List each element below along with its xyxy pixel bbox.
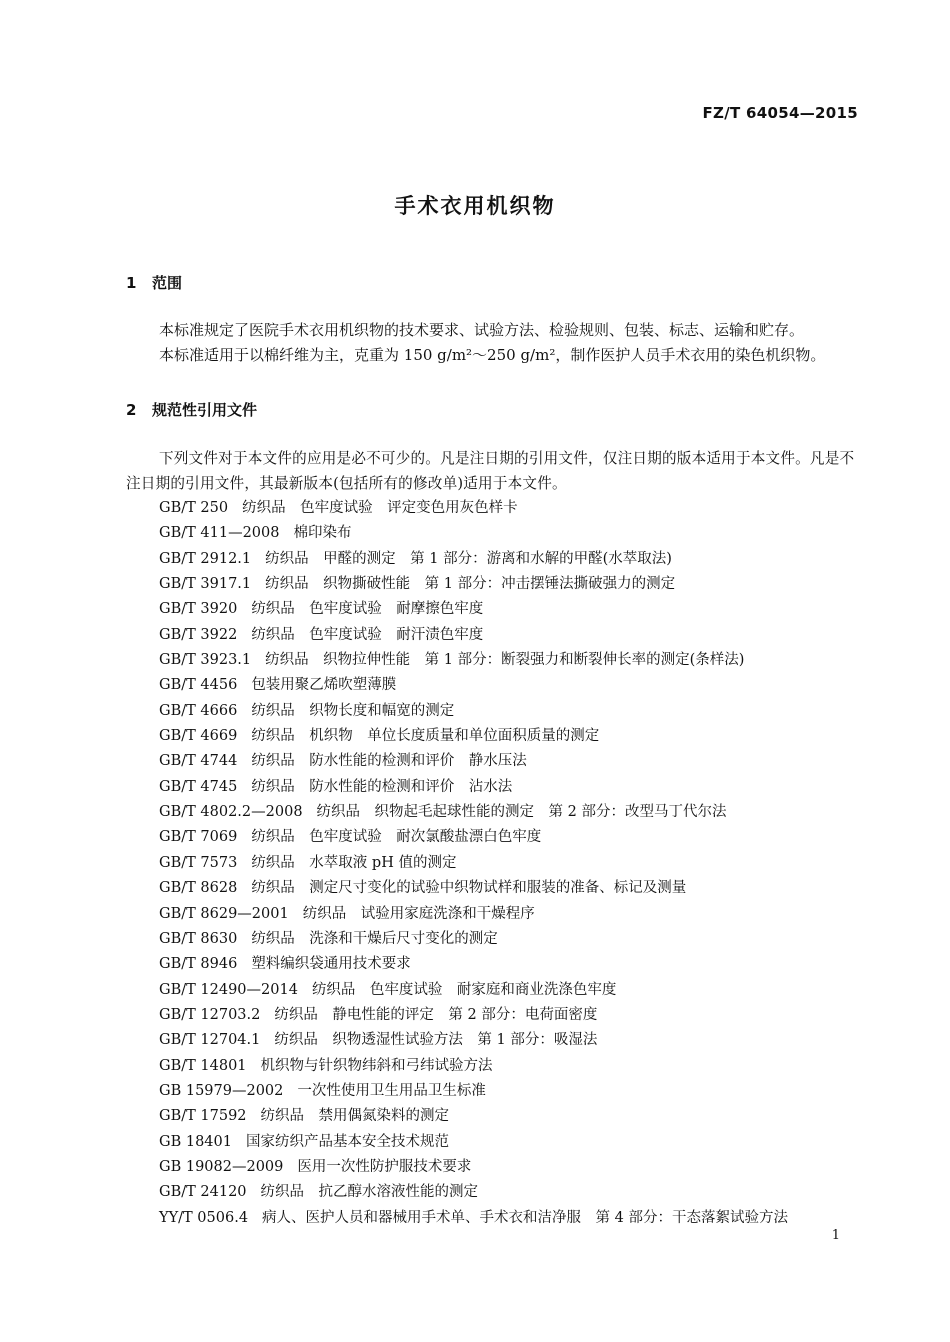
reference-item <box>159 927 788 952</box>
reference-title: 纺织品 禁用偶氮染料的测定 <box>260 1108 450 1125</box>
reference-item <box>159 749 788 774</box>
reference-title: 纺织品 色牢度试验 耐次氯酸盐漂白色牢度 <box>251 829 542 846</box>
reference-title: 纺织品 试验用家庭洗涤和干燥程序 <box>302 905 535 922</box>
section-heading-scope <box>126 272 182 293</box>
reference-item <box>159 648 788 673</box>
reference-title: 纺织品 水萃取液 pH 值的测定 <box>251 854 457 871</box>
reference-item <box>159 1104 788 1129</box>
reference-item <box>159 597 788 622</box>
reference-title: 纺织品 洗涤和干燥后尺寸变化的测定 <box>251 930 498 947</box>
reference-item <box>159 521 788 546</box>
page-number: 1 <box>831 1228 840 1243</box>
reference-code: GB 19082—2009 <box>159 1158 284 1175</box>
reference-title: 机织物与针织物纬斜和弓纬试验方法 <box>260 1057 493 1074</box>
reference-title: 纺织品 机织物 单位长度质量和单位面积质量的测定 <box>251 728 600 745</box>
reference-title: 病人、医护人员和器械用手术单、手术衣和洁净服 第 4 部分：干态落絮试验方法 <box>262 1209 788 1226</box>
reference-title: 纺织品 色牢度试验 耐家庭和商业洗涤色牢度 <box>311 981 617 998</box>
reference-title: 纺织品 织物透湿性试验方法 第 1 部分：吸湿法 <box>274 1032 598 1049</box>
reference-list <box>159 496 788 1231</box>
reference-code: GB/T 12704.1 <box>159 1032 261 1049</box>
reference-item <box>159 1054 788 1079</box>
reference-item <box>159 902 788 927</box>
reference-code: GB 15979—2002 <box>159 1082 284 1099</box>
reference-code: GB/T 8628 <box>159 880 238 897</box>
reference-title: 一次性使用卫生用品卫生标准 <box>297 1082 486 1099</box>
reference-code: GB/T 7069 <box>159 829 238 846</box>
reference-item <box>159 825 788 850</box>
reference-item <box>159 623 788 648</box>
reference-code: GB/T 14801 <box>159 1057 247 1074</box>
section-heading-normative-references <box>126 399 257 420</box>
reference-code: GB/T 8629—2001 <box>159 905 289 922</box>
reference-item <box>159 800 788 825</box>
reference-item <box>159 1003 788 1028</box>
reference-code: GB/T 4669 <box>159 728 238 745</box>
reference-code: GB/T 4802.2—2008 <box>159 804 303 821</box>
reference-title: 纺织品 防水性能的检测和评价 沾水法 <box>251 778 513 795</box>
reference-code: GB/T 24120 <box>159 1184 247 1201</box>
reference-item <box>159 1180 788 1205</box>
section-number: 2 <box>126 401 137 419</box>
reference-code: YY/T 0506.4 <box>159 1209 249 1226</box>
reference-code: GB/T 4744 <box>159 753 238 770</box>
reference-item <box>159 496 788 521</box>
reference-code: GB/T 4745 <box>159 778 238 795</box>
reference-code: GB/T 12490—2014 <box>159 981 298 998</box>
reference-title: 纺织品 抗乙醇水溶液性能的测定 <box>260 1184 479 1201</box>
reference-title: 纺织品 甲醛的测定 第 1 部分：游离和水解的甲醛(水萃取法) <box>265 550 672 567</box>
reference-code: GB/T 3920 <box>159 601 238 618</box>
reference-item <box>159 1079 788 1104</box>
reference-title: 纺织品 织物起毛起球性能的测定 第 2 部分：改型马丁代尔法 <box>316 804 727 821</box>
reference-code: GB/T 3922 <box>159 626 238 643</box>
reference-title: 纺织品 防水性能的检测和评价 静水压法 <box>251 753 527 770</box>
references-intro-paragraph: 下列文件对于本文件的应用是必不可少的。凡是注日期的引用文件，仅注日期的版本适用于本文件。凡是不注日期的引用文件，其最新版本(包括所有的修改单)适用于本文件。 <box>126 450 855 492</box>
scope-paragraph-1: 本标准规定了医院手术衣用机织物的技术要求、试验方法、检验规则、包装、标志、运输和贮存。 <box>159 321 805 339</box>
reference-code: GB/T 4666 <box>159 702 238 719</box>
reference-item <box>159 724 788 749</box>
section-number: 1 <box>126 274 137 292</box>
reference-title: 纺织品 织物拉伸性能 第 1 部分：断裂强力和断裂伸长率的测定(条样法) <box>265 652 745 669</box>
reference-item <box>159 978 788 1003</box>
reference-code: GB/T 7573 <box>159 854 238 871</box>
reference-item <box>159 876 788 901</box>
reference-item <box>159 851 788 876</box>
reference-code: GB/T 3923.1 <box>159 652 252 669</box>
standard-code: FZ/T 64054—2015 <box>702 104 858 122</box>
reference-title: 纺织品 测定尺寸变化的试验中织物试样和服装的准备、标记及测量 <box>251 880 687 897</box>
scope-paragraph-2: 本标准适用于以棉纤维为主，克重为 150 g/m²～250 g/m²，制作医护人员手术衣用的染色机织物。 <box>159 346 826 364</box>
reference-title: 塑料编织袋通用技术要求 <box>251 956 411 973</box>
reference-code: GB/T 8946 <box>159 956 238 973</box>
reference-title: 棉印染布 <box>293 525 352 542</box>
reference-item <box>159 673 788 698</box>
reference-code: GB/T 4456 <box>159 677 238 694</box>
reference-code: GB/T 2912.1 <box>159 550 252 567</box>
reference-title: 纺织品 织物撕破性能 第 1 部分：冲击摆锤法撕破强力的测定 <box>265 576 676 593</box>
reference-item <box>159 572 788 597</box>
reference-title: 医用一次性防护服技术要求 <box>297 1158 472 1175</box>
reference-code: GB/T 12703.2 <box>159 1006 261 1023</box>
reference-title: 纺织品 色牢度试验 评定变色用灰色样卡 <box>242 500 518 516</box>
reference-code: GB/T 411—2008 <box>159 525 280 542</box>
reference-code: GB/T 8630 <box>159 930 238 947</box>
reference-item <box>159 547 788 572</box>
reference-item <box>159 1155 788 1180</box>
reference-code: GB/T 3917.1 <box>159 576 252 593</box>
reference-item <box>159 775 788 800</box>
reference-item <box>159 1028 788 1053</box>
reference-title: 纺织品 织物长度和幅宽的测定 <box>251 702 455 719</box>
document-title: 手术衣用机织物 <box>394 194 556 218</box>
reference-title: 纺织品 色牢度试验 耐汗渍色牢度 <box>251 626 484 643</box>
reference-item <box>159 1206 788 1231</box>
reference-code: GB 18401 <box>159 1133 232 1150</box>
reference-title: 包装用聚乙烯吹塑薄膜 <box>251 677 397 694</box>
reference-title: 纺织品 静电性能的评定 第 2 部分：电荷面密度 <box>274 1006 598 1023</box>
section-title: 规范性引用文件 <box>152 401 258 419</box>
reference-title: 国家纺织产品基本安全技术规范 <box>245 1133 449 1150</box>
reference-code: GB/T 17592 <box>159 1108 247 1125</box>
section-title: 范围 <box>152 274 183 292</box>
reference-item <box>159 1130 788 1155</box>
reference-title: 纺织品 色牢度试验 耐摩擦色牢度 <box>251 601 484 618</box>
reference-item <box>159 952 788 977</box>
reference-item <box>159 699 788 724</box>
reference-code: GB/T 250 <box>159 500 229 516</box>
